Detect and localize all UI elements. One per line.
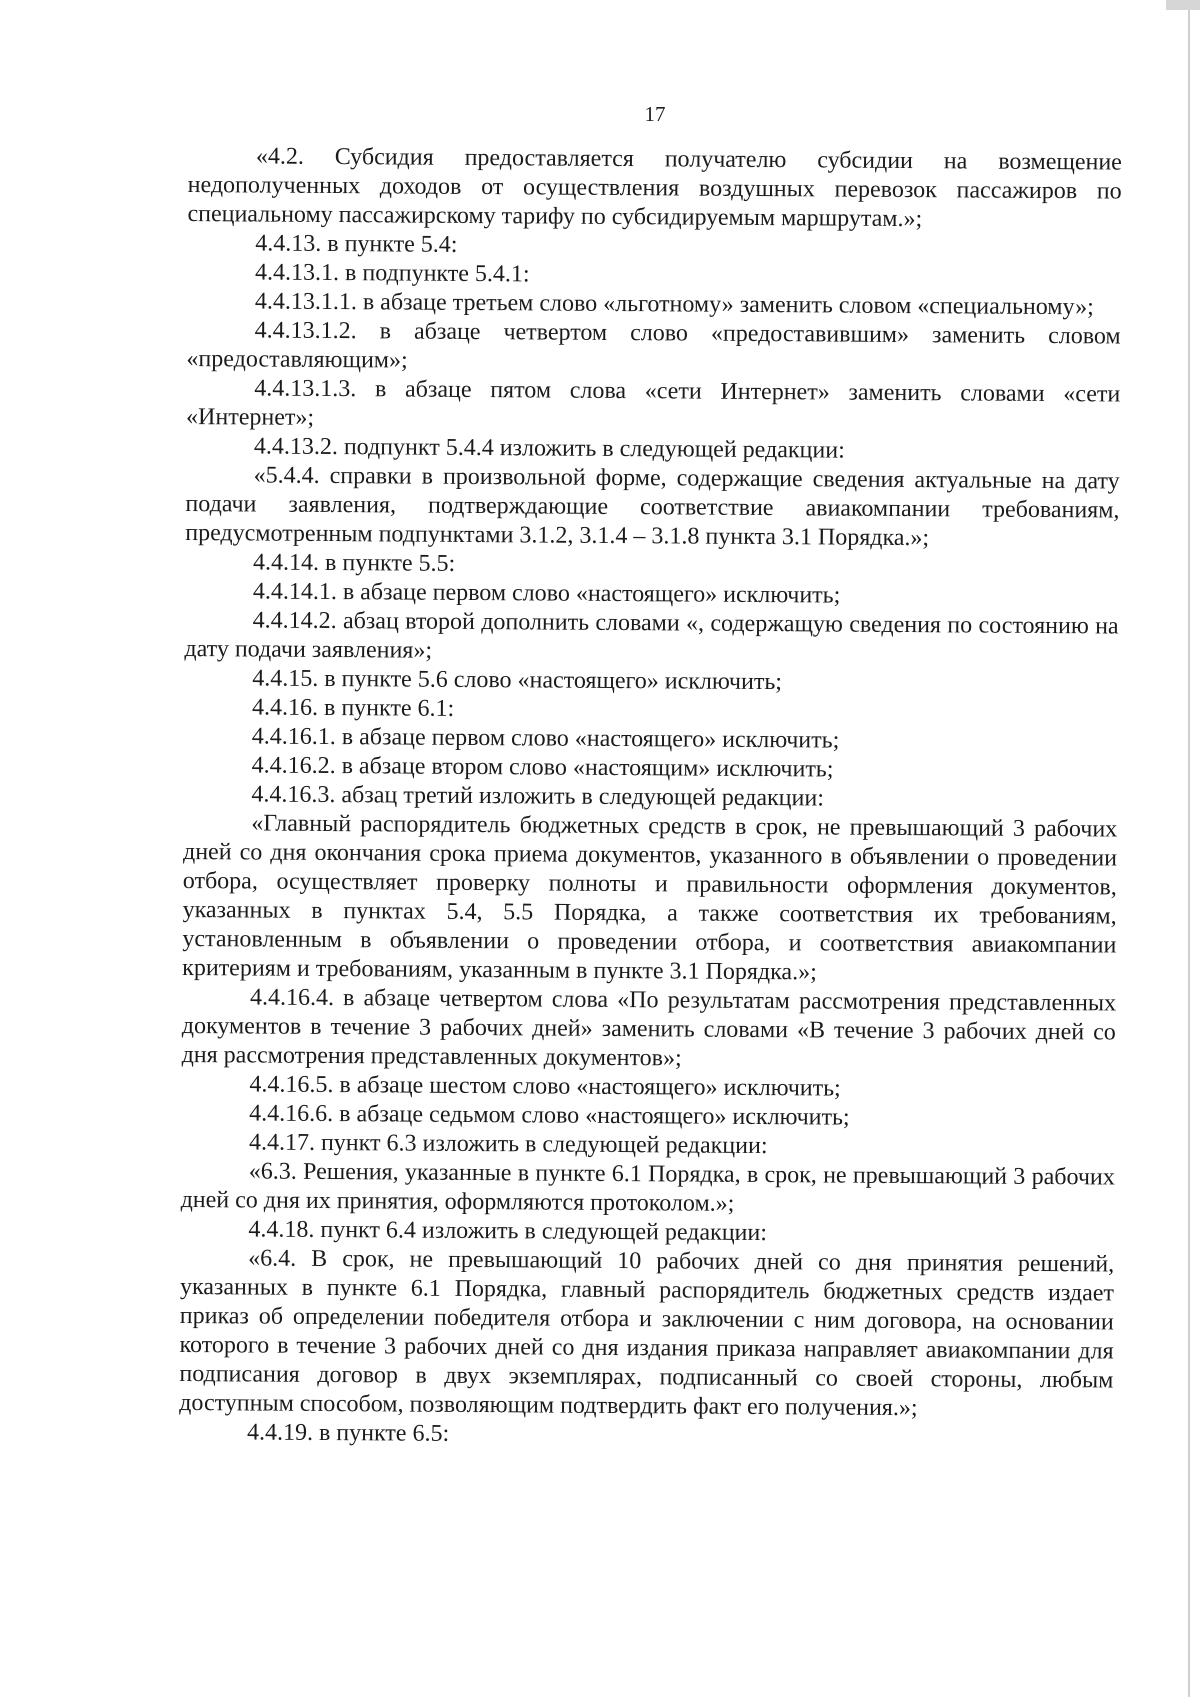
paragraph: «6.3. Решения, указанные в пункте 6.1 Порядка, в срок, не превышающий 3 рабочих дней со дня их принятия, оформляются протоколом.»; <box>180 1158 1115 1217</box>
paragraph: 4.4.13.1.1. в абзаце третьем слово «льготному» заменить словом «специальному»; <box>254 288 1094 321</box>
paragraph: «5.4.4. справки в произвольной форме, содержащие сведения актуальные на дату подачи заявления, подтверждающие соответствие авиакомпании требованиям, предусмотренным подпунктами 3.1.2, 3.1.4 – 3.1.8 пункта 3.1 Порядка.»; <box>185 462 1120 552</box>
paragraph: 4.4.16.3. абзац третий изложить в следующей редакции: <box>251 781 825 812</box>
paragraph: 4.4.14.2. абзац второй дополнить словами «, содержащую сведения по состоянию на дату подачи заявления»; <box>184 607 1119 664</box>
paragraph: «4.2. Субсидия предоставляется получателю субсидии на возмещение недополученных доходов от осуществления воздушных перевозок пассажиров по специальному пассажирскому тарифу по субсидируемым маршрутам.»; <box>187 143 1122 233</box>
paragraph: 4.4.19. в пункте 6.5: <box>246 1419 450 1447</box>
paragraph: 4.4.13. в пункте 5.4: <box>255 230 458 258</box>
scan-edge-line <box>1188 0 1190 1697</box>
paragraph: 4.4.16.2. в абзаце втором слово «настоящим» исключить; <box>251 752 834 783</box>
paragraph: 4.4.16. в пункте 6.1: <box>251 694 455 722</box>
paragraph: 4.4.17. пункт 6.3 изложить в следующей редакции: <box>248 1129 768 1160</box>
paragraph: 4.4.13.1.2. в абзаце четвертом слово «предоставившим» заменить словом «предоставляющим»; <box>186 317 1121 374</box>
paragraph: 4.4.16.5. в абзаце шестом слово «настоящего» исключить; <box>249 1071 841 1102</box>
paragraph: 4.4.16.1. в абзаце первом слово «настоящего» исключить; <box>251 723 840 754</box>
paragraph: 4.4.15. в пункте 5.6 слово «настоящего» исключить; <box>252 665 783 696</box>
paragraph: 4.4.13.1.3. в абзаце пятом слова «сети Интернет» заменить словами «сети «Интернет»; <box>185 375 1121 431</box>
scan-corner-mark <box>1166 0 1200 10</box>
paragraph: 4.4.16.4. в абзаце четвертом слова «По результатам рассмотрения представленных документов в течение 3 рабочих дней» заменить словами «В течение 3 рабочих дней со дня рассмотрения представленных документов»; <box>181 984 1117 1072</box>
paragraph: 4.4.13.2. подпункт 5.4.4 изложить в следующей редакции: <box>253 433 845 464</box>
paragraph: «Главный распорядитель бюджетных средств в срок, не превышающий 3 рабочих дней со дня окончания срока приема документов, указанного в объявлении о проведении отбора, осуществляет проверку полноты и правильности оформления документов, указанных в пунктах 5.4, 5.5 Порядка, а также соответствия их требованиям, установленным в объявлении о проведении отбора, и соответствия авиакомпании критериям и требованиям, указанным в пункте 3.1 Порядка.»; <box>182 810 1118 986</box>
paragraph: 4.4.14. в пункте 5.5: <box>252 549 456 577</box>
paragraph: 4.4.16.6. в абзаце седьмом слово «настоящего» исключить; <box>249 1100 850 1131</box>
paragraph: 4.4.18. пункт 6.4 изложить в следующей редакции: <box>248 1216 768 1247</box>
paragraph: 4.4.14.1. в абзаце первом слово «настоящего» исключить; <box>252 578 841 609</box>
page-number: 17 <box>644 102 666 126</box>
document-body <box>179 142 1122 1453</box>
paragraph: 4.4.13.1. в подпункте 5.4.1: <box>255 259 530 288</box>
paragraph: «6.4. В срок, не превышающий 10 рабочих дней со дня принятия решений, указанных в пункте 6.1 Порядка, главный распорядитель бюджетных средств издает приказ об определении победителя отбора и заключении с ним договора, на основании которого в течение 3 рабочих дней со дня издания приказа направляет авиакомпании для подписания договор в двух экземплярах, подписанный со своей стороны, любым доступным способом, позволяющим подтвердить факт его получения.»; <box>179 1245 1115 1422</box>
